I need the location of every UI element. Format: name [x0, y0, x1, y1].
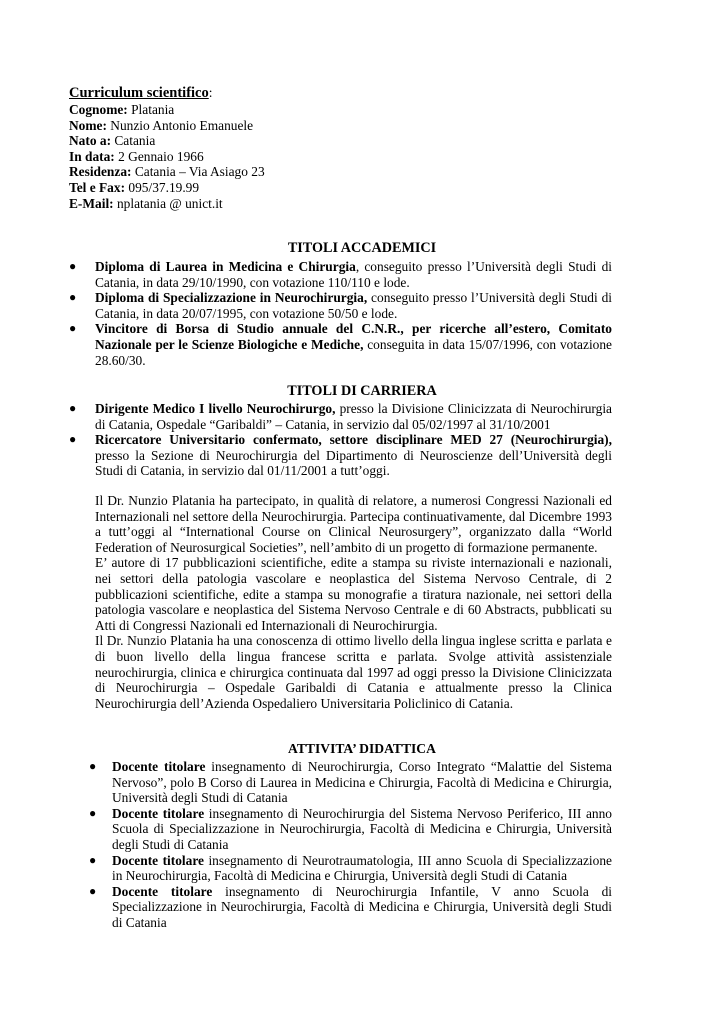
item-text: insegnamento di Neurochirurgia, Corso Integrato “Malattie del Sistema Nervoso”, polo B Corso di Laurea in Medicina e Chirurgia, Facoltà di Medicina e Chirurgia, Università degli Studi di Catania [112, 759, 612, 806]
field-value: Catania – Via Asiago 23 [131, 164, 265, 180]
field-residenza [69, 164, 629, 180]
list-item [69, 432, 612, 479]
cv-title-suffix: : [208, 85, 213, 100]
item-bold: Docente titolare [112, 759, 206, 774]
field-in-data [69, 149, 629, 165]
list-item [69, 290, 612, 321]
field-label: Cognome: [69, 102, 128, 117]
item-bold: Docente titolare [112, 852, 204, 868]
list-item [69, 401, 612, 432]
bullet-icon: ● [69, 401, 77, 415]
cv-header [69, 85, 629, 211]
bullet-icon: ● [89, 759, 97, 773]
list-item [89, 805, 612, 853]
field-value: 095/37.19.99 [125, 179, 200, 195]
field-value: 2 Gennaio 1966 [114, 148, 204, 164]
item-text: presso la Divisione Clinicizzata di Neurochirurgia di Catania, Ospedale “Garibaldi” – Catania, in servizio dal 05/02/1997 al 31/10/2001 [95, 401, 612, 432]
item-text: conseguita in data 15/07/1996, con votazione 28.60/30. [95, 336, 612, 368]
titoli-carriera-list [69, 401, 612, 479]
item-text: insegnamento di Neurochirurgia Infantile, V anno Scuola di Specializzazione in Neurochirurgia, Facoltà di Medicina e Chirurgia, Università degli Studi di Catania [112, 883, 612, 930]
item-text: insegnamento di Neurotraumatologia, III anno Scuola di Specializzazione in Neurochirurgia, Facoltà di Medicina e Chirurgia, Università degli Studi di Catania [112, 852, 612, 884]
field-label: In data: [69, 148, 115, 164]
field-cognome [69, 102, 629, 118]
cv-title-line [69, 85, 629, 102]
item-text: conseguito presso l’Università degli Studi di Catania, in data 20/07/1995, con votazione 50/50 e lode. [95, 290, 612, 321]
item-text: insegnamento di Neurochirurgia del Sistema Nervoso Periferico, III anno Scuola di Specializzazione in Neurochirurgia, Facoltà di Medicina e Chirurgia, Università degli Studi di Catania [112, 805, 612, 852]
bullet-icon: ● [89, 883, 97, 898]
item-bold: Docente titolare [112, 805, 205, 821]
titoli-accademici-list [69, 259, 612, 368]
list-item [89, 883, 612, 931]
item-bold: Dirigente Medico I livello Neurochirurgo, [95, 401, 336, 416]
item-bold: Diploma di Laurea in Medicina e Chirurgia [95, 259, 356, 274]
bullet-icon: ● [89, 852, 97, 867]
list-item [69, 259, 612, 290]
item-bold: Docente titolare [112, 883, 213, 899]
field-label: Nome: [69, 117, 107, 133]
cv-title: Curriculum scientifico [69, 85, 209, 101]
field-value: Catania [111, 133, 156, 149]
bullet-icon: ● [69, 259, 77, 273]
field-label: Nato a: [69, 133, 112, 149]
body-paragraphs [95, 493, 612, 711]
field-label: Tel e Fax: [69, 179, 126, 195]
field-nome [69, 118, 629, 134]
item-bold: Ricercatore Universitario confermato, settore disciplinare MED 27 (Neurochirurgia), [95, 432, 612, 448]
item-bold: Diploma di Specializzazione in Neurochirurgia, [95, 290, 368, 306]
paragraph-pubblicazioni: E’ autore di 17 pubblicazioni scientifiche, edite a stampa su riviste internazionali e nazionali, nei settori della patologia vascolare e neoplastica del Sistema Nervoso Centrale, di 2 pubblicazioni scientifiche, edite a stampa su monografie a tiratura nazionale, nei settori della patologia vascolare e neoplastica del Sistema Nervoso Centrale e di 60 Abstracts, pubblicati su Atti di Congressi Nazionali ed Internazionali di Neurochirurgia. [95, 555, 612, 633]
field-value: Nunzio Antonio Emanuele [106, 117, 254, 133]
field-label: Residenza: [69, 164, 132, 180]
list-item [89, 759, 612, 806]
field-label: E-Mail: [69, 195, 114, 211]
item-bold: Vincitore di Borsa di Studio annuale del C.N.R., per ricerche all’estero, Comitato Nazionale per le Scienze Biologiche e Mediche, [95, 321, 612, 352]
item-text: , conseguito presso l’Università degli Studi di Catania, in data 29/10/1990, con votazione 110/110 e lode. [95, 259, 612, 290]
bullet-icon: ● [89, 805, 97, 820]
field-nato-a [69, 133, 629, 149]
bullet-icon: ● [69, 290, 77, 305]
field-email [69, 196, 629, 212]
bullet-icon: ● [69, 432, 77, 447]
list-item [69, 321, 612, 368]
paragraph-congressi: Il Dr. Nunzio Platania ha partecipato, in qualità di relatore, a numerosi Congressi Nazionali ed Internazionali nel settore della Neurochirurgia. Partecipa continuativamente, dal Dicembre 1993 a tutt’oggi al “International Course on Clinical Neurosurgery”, organizzato dalla “World Federation of Neurosurgical Societies”, nell’ambito di un progetto di formazione permanente. [95, 493, 612, 555]
bullet-icon: ● [69, 321, 77, 336]
heading-titoli-carriera: TITOLI DI CARRIERA [287, 383, 437, 399]
heading-attivita-didattica: ATTIVITA’ DIDATTICA [288, 741, 436, 756]
field-tel-fax [69, 180, 629, 196]
field-value: Platania [127, 102, 175, 117]
paragraph-lingue: Il Dr. Nunzio Platania ha una conoscenza di ottimo livello della lingua inglese scritta e parlata e di buon livello della lingua francese scritta e parlata. Svolge attività assistenziale neurochirurgia, clinica e chirurgica continuata dal 1997 ad oggi presso la Divisione Clinicizzata di Neurochirurgia – Ospedale Garibaldi di Catania e attualmente presso la Clinica Neurochirurgia dell’Azienda Ospedaliero Universitaria Policlinico di Catania. [95, 633, 612, 711]
item-text: presso la Sezione di Neurochirurgia del Dipartimento di Neuroscienze dell’Università degli Studi di Catania, in servizio dal 01/11/2001 a tutt’oggi. [95, 447, 612, 479]
attivita-didattica-list [89, 759, 612, 931]
heading-titoli-accademici: TITOLI ACCADEMICI [287, 240, 437, 256]
list-item [89, 852, 612, 884]
field-value: nplatania @ unict.it [113, 195, 223, 211]
